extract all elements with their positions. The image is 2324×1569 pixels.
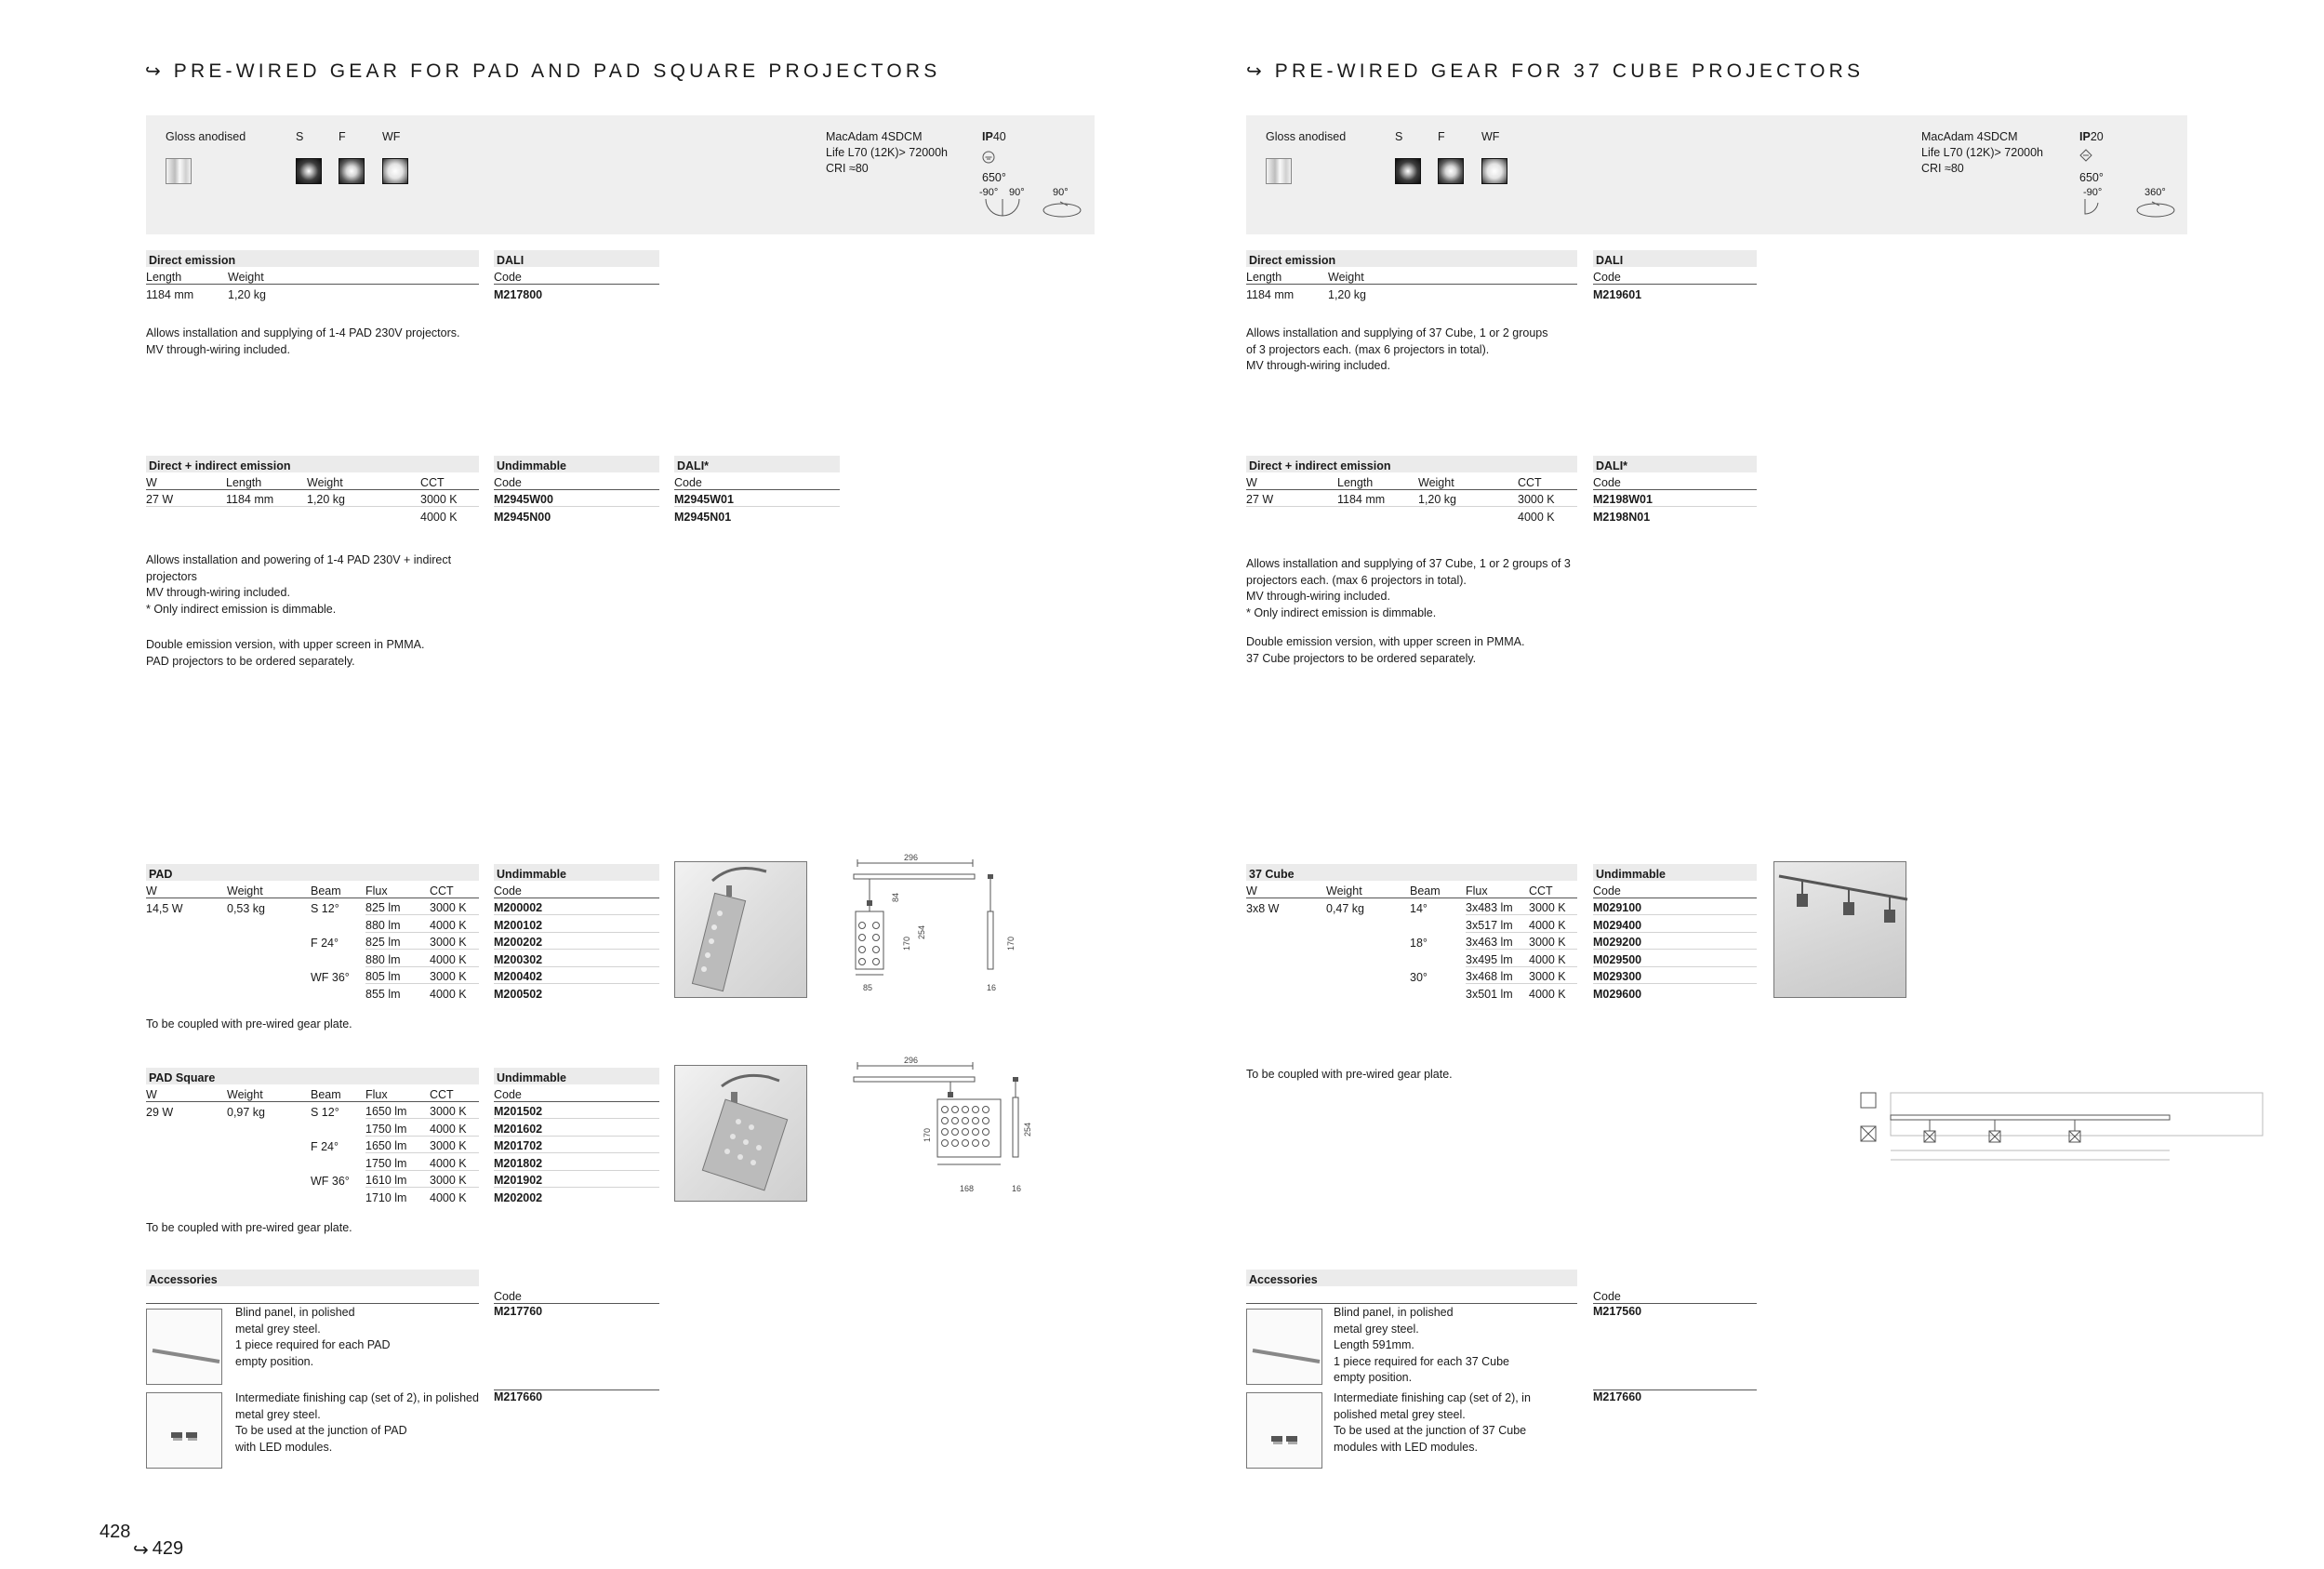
swatch-gloss (1266, 158, 1292, 184)
angle-label: -90° (979, 187, 999, 198)
beam-angle-icon (982, 197, 1084, 223)
finishing-cap-image (1246, 1392, 1322, 1469)
product-code: M201702 (494, 1136, 659, 1153)
left-page-title: ↪ PRE-WIRED GEAR FOR PAD AND PAD SQUARE PROJECTORS (145, 60, 941, 82)
right-indirect-table: Direct + indirect emission W Length Weight CCT 27 W 1184 mm 1,20 kg 3000 K 4000 K (1246, 456, 1577, 524)
blind-panel-image (146, 1309, 222, 1385)
dim-label: 85 (863, 983, 873, 992)
accessory-description: Blind panel, in polished metal grey steel. 1 piece required for each PAD empty position. (235, 1306, 391, 1368)
left-direct-code-table: DALI Code M217800 (494, 250, 659, 301)
pad-note: To be coupled with pre-wired gear plate. (146, 1017, 352, 1030)
accessory-description: Intermediate finishing cap (set of 2), in polished metal grey steel. To be used at the junction of PAD with LED modules. (235, 1391, 479, 1454)
product-code: M201602 (494, 1119, 659, 1137)
product-code: M2198N01 (1593, 511, 1651, 524)
angle-label: 90° (1053, 187, 1069, 198)
cube-table: 37 Cube W Weight Beam Flux CCT 3x8 W 0,47 kg 14° 3x483 lm 3000 K 3x517 lm 4000 K 18° 3x463 lm 3000 K 3x495 lm 4000 K 30° 3x468 lm 3000 K 3x501 lm 4000 K (1246, 864, 1577, 1001)
product-code: M217760 (494, 1305, 543, 1318)
finishing-cap-image (146, 1392, 222, 1469)
blind-panel-image (1246, 1309, 1322, 1385)
swatch-f (1438, 158, 1464, 184)
page-number-left: 428 (100, 1522, 131, 1542)
left-ip-rating: IP40 (982, 130, 1006, 143)
product-code: M200102 (494, 915, 659, 933)
product-code: M217660 (494, 1390, 543, 1403)
product-code: M200502 (494, 988, 543, 1001)
product-code: M200002 (494, 898, 659, 915)
dim-label: 16 (1012, 1184, 1022, 1193)
product-code: M2945W01 (674, 489, 840, 507)
left-indirect-note2: Double emission version, with upper screen in PMMA. PAD projectors to be ordered separately. (146, 638, 425, 668)
pad-dimension-drawing (848, 854, 1025, 999)
angle-label: -90° (2083, 187, 2103, 198)
product-code: M029500 (1593, 950, 1757, 967)
swatch-gloss (166, 158, 192, 184)
swatch-f (339, 158, 365, 184)
product-code: M201802 (494, 1153, 659, 1171)
finish-label-gloss: Gloss anodised (1266, 130, 1347, 143)
left-direct-table: Direct emission Length Weight 1184 mm 1,20 kg (146, 250, 479, 301)
swatch-s (1395, 158, 1421, 184)
dim-label: 254 (1023, 1122, 1032, 1137)
product-code: M219601 (1593, 287, 1642, 301)
right-specs: MacAdam 4SDCM Life L70 (12K)> 72000h CRI ≈80 (1921, 130, 2044, 175)
left-specs: MacAdam 4SDCM Life L70 (12K)> 72000h CRI ≈80 (826, 130, 949, 175)
product-code: M029100 (1593, 898, 1757, 915)
left-accessories-header: Accessories (146, 1270, 479, 1304)
ground-symbol-icon (2079, 149, 2092, 162)
arrow-right-icon: ↪ (1246, 61, 1262, 82)
finish-label-s: S (296, 130, 304, 143)
product-code: M029300 (1593, 966, 1757, 984)
product-code: M200402 (494, 966, 659, 984)
pad-square-code-table: Undimmable Code M201502 M201602 M201702 M201802 M201902 M202002 (494, 1068, 659, 1204)
cube-dimension-drawing (1837, 1082, 2283, 1175)
product-code: M201502 (494, 1101, 659, 1119)
dim-label: 254 (917, 924, 926, 939)
right-accessories-header: Accessories (1246, 1270, 1577, 1304)
pad-square-projector-illustration (675, 1066, 808, 1203)
pad-product-photo (674, 861, 807, 998)
right-temp: 650° (2079, 171, 2104, 184)
dim-label: 16 (987, 983, 997, 992)
pad-square-product-photo (674, 1065, 807, 1202)
left-temp: 650° (982, 171, 1006, 184)
product-code: M2945W00 (494, 489, 659, 507)
product-code: M029200 (1593, 932, 1757, 950)
product-code: M029400 (1593, 915, 1757, 933)
right-direct-table: Direct emission Length Weight 1184 mm 1,20 kg (1246, 250, 1577, 301)
right-accessories-code-header: Code (1593, 1270, 1757, 1304)
finish-label-s: S (1395, 130, 1403, 143)
dim-label: 168 (960, 1184, 975, 1193)
finish-label-wf: WF (1481, 130, 1500, 143)
accessory-description: Intermediate finishing cap (set of 2), in polished metal grey steel. To be used at the junction of 37 Cube modules with LED modules. (1334, 1391, 1531, 1454)
left-indirect-dali-table: DALI* Code M2945W01 M2945N01 (674, 456, 840, 524)
product-code: M217800 (494, 287, 543, 301)
product-code: M2198W01 (1593, 489, 1757, 507)
finish-label-gloss: Gloss anodised (166, 130, 246, 143)
dim-label: 84 (891, 892, 900, 902)
product-code: M217560 (1593, 1305, 1642, 1318)
left-direct-note: Allows installation and supplying of 1-4 PAD 230V projectors. MV through-wiring included. (146, 326, 460, 356)
product-code: M2945N01 (674, 511, 732, 524)
arrow-right-icon: ↪ (145, 61, 161, 82)
product-code: M217660 (1593, 1390, 1642, 1403)
finish-label-f: F (1438, 130, 1445, 143)
angle-label: 90° (1009, 187, 1025, 198)
pad-projector-illustration (675, 862, 808, 999)
cube-code-table: Undimmable Code M029100 M029400 M029200 M029500 M029300 M029600 (1593, 864, 1757, 1001)
finish-label-wf: WF (382, 130, 401, 143)
left-finish-band (146, 115, 1095, 234)
right-ip-rating: IP20 (2079, 130, 2104, 143)
pad-square-note: To be coupled with pre-wired gear plate. (146, 1221, 352, 1234)
finish-label-f: F (339, 130, 346, 143)
product-code: M029600 (1593, 988, 1642, 1001)
left-indirect-note: Allows installation and powering of 1-4 PAD 230V + indirect projectors MV through-wiring included. * Only indirect emission is dimmable. (146, 553, 452, 616)
dim-label: 296 (904, 853, 919, 862)
product-code: M201902 (494, 1170, 659, 1188)
right-direct-code-table: DALI Code M219601 (1593, 250, 1757, 301)
cube-note: To be coupled with pre-wired gear plate. (1246, 1068, 1453, 1081)
dim-label: 170 (1006, 936, 1016, 951)
right-indirect-note: Allows installation and supplying of 37 Cube, 1 or 2 groups of 3 projectors each. (max 6 projectors in total). MV through-wiring included. * Only indirect emission is dimmable. (1246, 557, 1571, 619)
left-indirect-undim-table: Undimmable Code M2945W00 M2945N00 (494, 456, 659, 524)
pad-code-table: Undimmable Code M200002 M200102 M200202 M200302 M200402 M200502 (494, 864, 659, 1001)
pad-square-dimension-drawing (848, 1056, 1032, 1196)
pad-table: PAD W Weight Beam Flux CCT 14,5 W 0,53 kg S 12° 825 lm 3000 K 880 lm 4000 K F 24° 825 lm 3000 K 880 lm 4000 K WF 36° 805 lm 3000 K 855 lm 4000 K (146, 864, 479, 1001)
arrow-right-icon: ↪ (133, 1540, 149, 1561)
right-page-title: ↪ PRE-WIRED GEAR FOR 37 CUBE PROJECTORS (1246, 60, 1865, 82)
swatch-wf (382, 158, 408, 184)
dim-label: 170 (923, 1127, 932, 1142)
accessory-description: Blind panel, in polished metal grey steel. Length 591mm. 1 piece required for each 37 Cube empty position. (1334, 1306, 1510, 1384)
cube-product-photo (1773, 861, 1906, 998)
right-direct-note: Allows installation and supplying of 37 Cube, 1 or 2 groups of 3 projectors each. (max 6 projectors in total). MV through-wiring included. (1246, 326, 1548, 372)
angle-label: 360° (2145, 187, 2166, 198)
beam-angle-icon (2081, 197, 2184, 223)
swatch-s (296, 158, 322, 184)
page-number-right: ↪ 429 (133, 1538, 184, 1561)
right-indirect-dali-table: DALI* Code M2198W01 M2198N01 (1593, 456, 1757, 524)
cube-track-illustration (1774, 862, 1907, 999)
pad-square-table: PAD Square W Weight Beam Flux CCT 29 W 0,97 kg S 12° 1650 lm 3000 K 1750 lm 4000 K F 24° 1650 lm 3000 K 1750 lm 4000 K WF 36° 1610 lm 3000 K 1710 lm 4000 K (146, 1068, 479, 1204)
right-finish-band (1246, 115, 2187, 234)
ground-symbol-icon (982, 151, 995, 164)
product-code: M2945N00 (494, 511, 551, 524)
product-code: M202002 (494, 1191, 543, 1204)
dim-label: 296 (904, 1056, 919, 1065)
product-code: M200302 (494, 950, 659, 967)
dim-label: 170 (902, 936, 911, 951)
right-indirect-note2: Double emission version, with upper screen in PMMA. 37 Cube projectors to be ordered separately. (1246, 635, 1525, 665)
left-indirect-table: Direct + indirect emission W Length Weight CCT 27 W 1184 mm 1,20 kg 3000 K 4000 K (146, 456, 479, 524)
left-accessories-code-header: Code (494, 1270, 659, 1304)
swatch-wf (1481, 158, 1507, 184)
product-code: M200202 (494, 932, 659, 950)
